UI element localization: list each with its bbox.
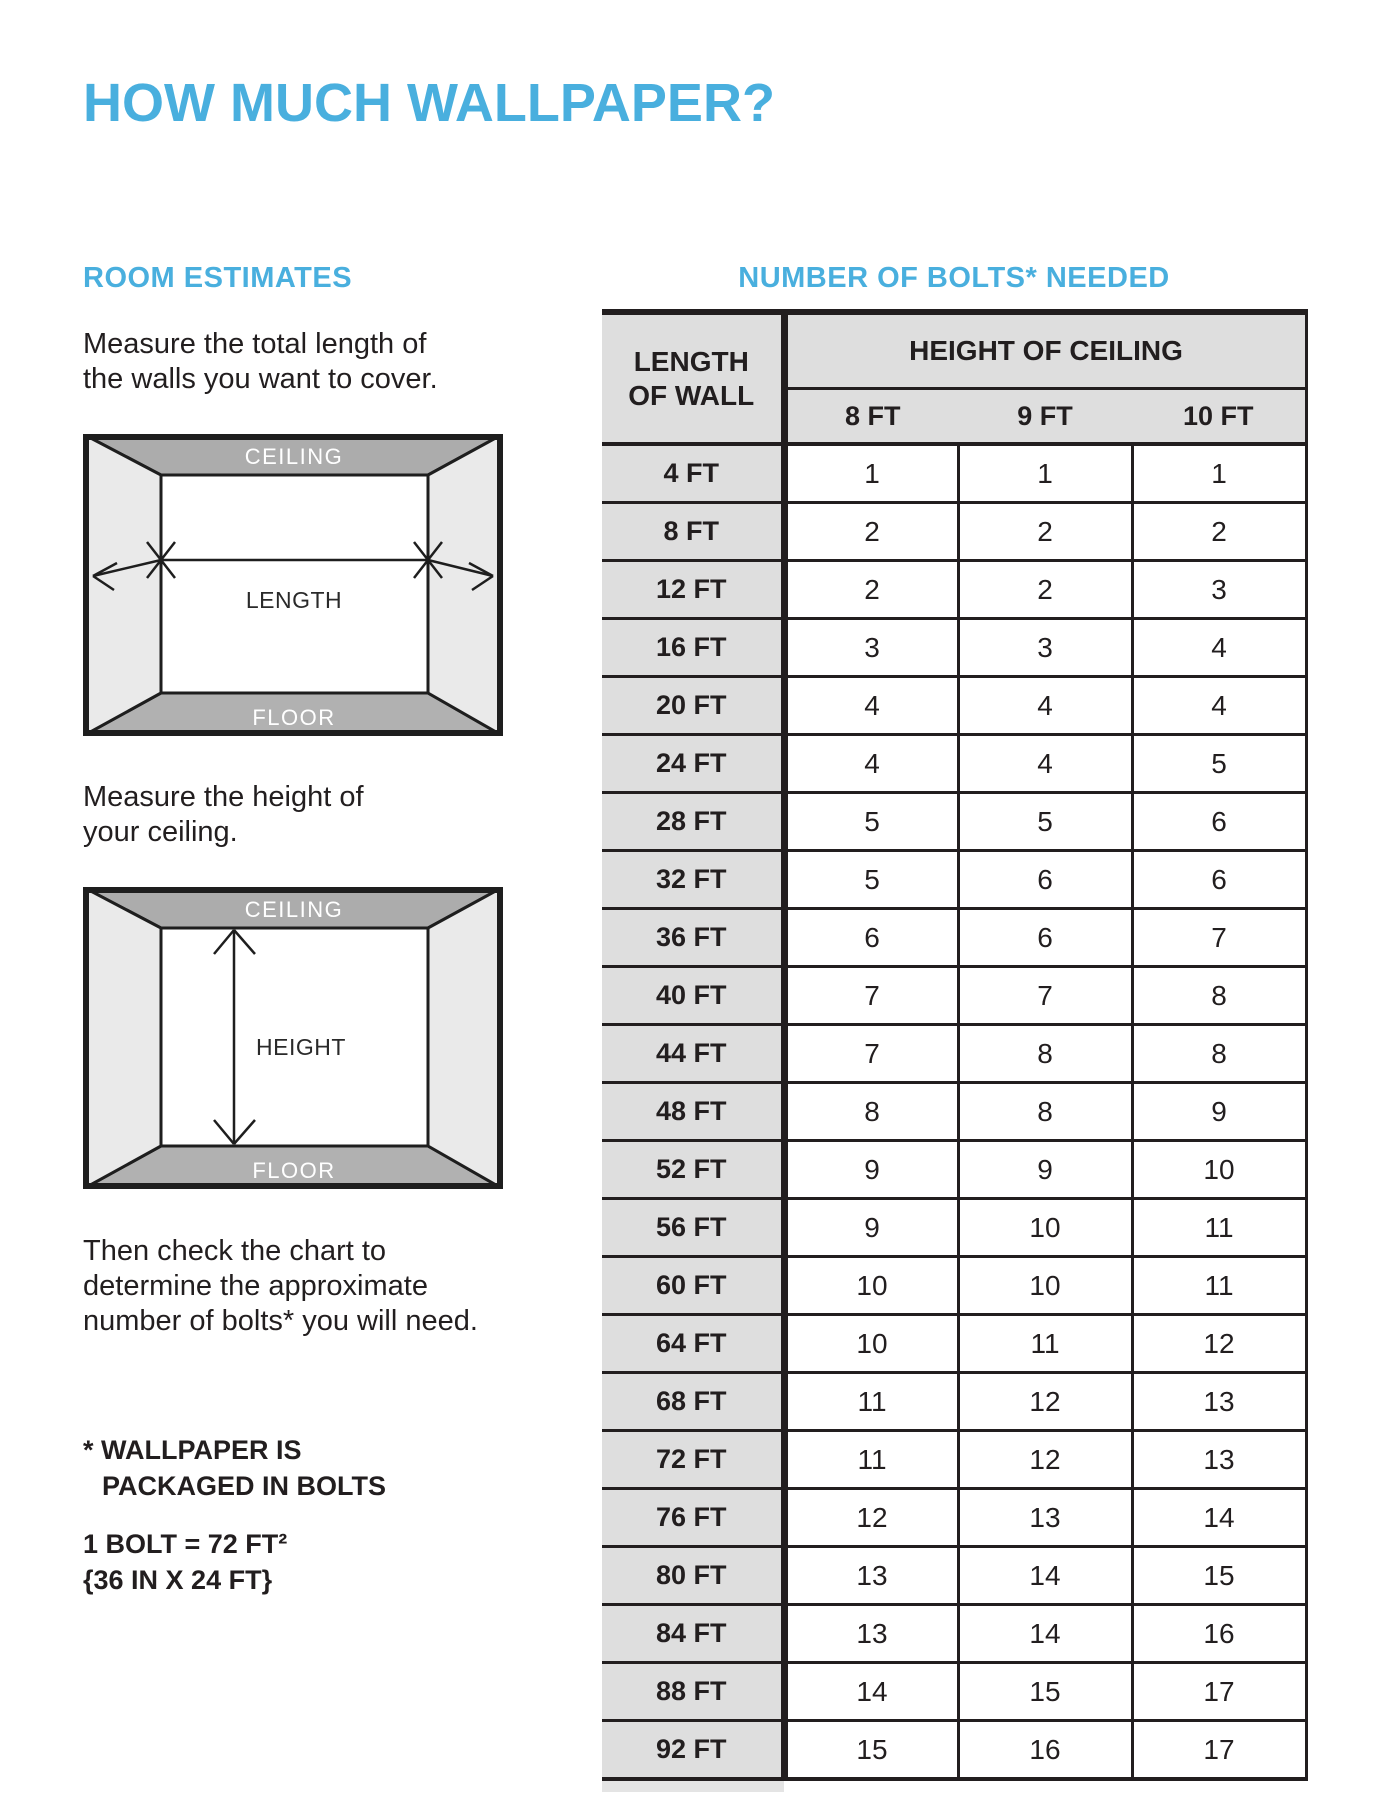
bolt-count-cell: 5: [784, 851, 958, 909]
bolt-count-cell: 13: [784, 1547, 958, 1605]
left-wall: [83, 887, 161, 1189]
table-row: [602, 619, 1306, 677]
bolt-count-cell: 11: [1132, 1199, 1306, 1257]
bolt-count-cell: 7: [784, 967, 958, 1025]
page-title: HOW MUCH WALLPAPER?: [83, 73, 775, 133]
bolt-count-cell: 14: [1132, 1489, 1306, 1547]
wall-length-cell: 44 FT: [602, 1025, 784, 1083]
wall-length-cell: 76 FT: [602, 1489, 784, 1547]
wall-length-cell: 16 FT: [602, 619, 784, 677]
instruction-chart-text: Then check the chart to determine the approximate number of bolts* you will need.: [83, 1235, 478, 1337]
table-row: [602, 1605, 1306, 1663]
room-height-diagram: [83, 887, 503, 1189]
bolt-size-info: 1 BOLT = 72 FT² {36 IN X 24 FT}: [83, 1529, 288, 1595]
bolts-needed-heading: NUMBER OF BOLTS* NEEDED: [738, 262, 1170, 294]
table-row: [602, 1431, 1306, 1489]
bolt-count-cell: 9: [1132, 1083, 1306, 1141]
ceiling-label: CEILING: [244, 444, 344, 469]
bolt-count-cell: 9: [784, 1141, 958, 1199]
bolt-count-cell: 8: [1132, 1025, 1306, 1083]
right-wall: [428, 887, 503, 1189]
back-wall: [161, 475, 428, 693]
bolt-count-cell: 7: [1132, 909, 1306, 967]
wall-length-cell: 68 FT: [602, 1373, 784, 1431]
bolt-count-cell: 3: [1132, 561, 1306, 619]
bolt-count-cell: 12: [958, 1373, 1132, 1431]
bolt-count-cell: 9: [784, 1199, 958, 1257]
bolt-count-cell: 2: [958, 561, 1132, 619]
bolt-count-cell: 6: [1132, 851, 1306, 909]
bolt-count-cell: 10: [1132, 1141, 1306, 1199]
bolt-count-cell: 4: [1132, 619, 1306, 677]
ceiling-8ft-header: 8 FT: [784, 389, 958, 445]
table-row: [602, 1547, 1306, 1605]
bolt-count-cell: 11: [784, 1373, 958, 1431]
bolt-count-cell: 5: [784, 793, 958, 851]
bolt-count-cell: 13: [1132, 1431, 1306, 1489]
bolt-count-cell: 4: [784, 735, 958, 793]
wall-length-cell: 84 FT: [602, 1605, 784, 1663]
wall-length-cell: 32 FT: [602, 851, 784, 909]
bolt-count-cell: 14: [958, 1605, 1132, 1663]
instruction-length-text: Measure the total length of the walls you want to cover.: [83, 328, 438, 395]
bolts-table-body: [602, 444, 1306, 1779]
bolt-count-cell: 11: [784, 1431, 958, 1489]
wall-length-cell: 60 FT: [602, 1257, 784, 1315]
bolt-count-cell: 2: [958, 503, 1132, 561]
ceiling-label: CEILING: [244, 897, 344, 922]
bolt-count-cell: 15: [1132, 1547, 1306, 1605]
wall-length-cell: 88 FT: [602, 1663, 784, 1721]
table-row: [602, 503, 1306, 561]
bolt-count-cell: 12: [1132, 1315, 1306, 1373]
table-row: [602, 1025, 1306, 1083]
label-column-tail: [602, 1781, 784, 1792]
bolt-count-cell: 10: [958, 1199, 1132, 1257]
table-row: [602, 793, 1306, 851]
wall-length-cell: 56 FT: [602, 1199, 784, 1257]
floor-label: FLOOR: [252, 705, 336, 730]
bolt-count-cell: 11: [958, 1315, 1132, 1373]
bolt-count-cell: 5: [958, 793, 1132, 851]
height-of-ceiling-header: HEIGHT OF CEILING: [784, 312, 1306, 389]
room-estimates-heading: ROOM ESTIMATES: [83, 262, 353, 294]
bolt-count-cell: 15: [784, 1721, 958, 1780]
table-row: [602, 967, 1306, 1025]
bolt-count-cell: 13: [958, 1489, 1132, 1547]
wall-length-cell: 52 FT: [602, 1141, 784, 1199]
bolt-count-cell: 14: [784, 1663, 958, 1721]
bolt-count-cell: 13: [784, 1605, 958, 1663]
bolt-count-cell: 17: [1132, 1663, 1306, 1721]
wall-length-cell: 4 FT: [602, 444, 784, 503]
bolt-count-cell: 12: [784, 1489, 958, 1547]
bolt-count-cell: 4: [784, 677, 958, 735]
table-row: [602, 1373, 1306, 1431]
bolt-count-cell: 7: [784, 1025, 958, 1083]
bolt-count-cell: 15: [958, 1663, 1132, 1721]
bolt-count-cell: 4: [958, 677, 1132, 735]
table-row: [602, 1199, 1306, 1257]
bolt-count-cell: 7: [958, 967, 1132, 1025]
bolt-count-cell: 8: [1132, 967, 1306, 1025]
wall-length-cell: 64 FT: [602, 1315, 784, 1373]
left-column: [83, 262, 523, 1598]
bolt-count-cell: 13: [1132, 1373, 1306, 1431]
right-wall: [428, 434, 503, 736]
wall-length-cell: 36 FT: [602, 909, 784, 967]
table-row: [602, 1083, 1306, 1141]
table-row: [602, 1489, 1306, 1547]
bolt-count-cell: 14: [958, 1547, 1132, 1605]
bolt-count-cell: 8: [784, 1083, 958, 1141]
room-length-diagram: [83, 434, 503, 736]
table-row: [602, 1315, 1306, 1373]
wall-length-cell: 48 FT: [602, 1083, 784, 1141]
wall-length-cell: 12 FT: [602, 561, 784, 619]
table-row: [602, 909, 1306, 967]
bolt-count-cell: 8: [958, 1083, 1132, 1141]
bolt-count-cell: 6: [1132, 793, 1306, 851]
bolt-count-cell: 12: [958, 1431, 1132, 1489]
table-row: [602, 561, 1306, 619]
bolt-count-cell: 3: [958, 619, 1132, 677]
height-label: HEIGHT: [256, 1034, 346, 1060]
bolt-count-cell: 8: [958, 1025, 1132, 1083]
floor-label: FLOOR: [252, 1158, 336, 1183]
bolt-count-cell: 6: [958, 909, 1132, 967]
table-row: [602, 735, 1306, 793]
table-row: [602, 677, 1306, 735]
bolt-count-cell: 4: [1132, 677, 1306, 735]
wall-length-cell: 80 FT: [602, 1547, 784, 1605]
bolt-count-cell: 1: [784, 444, 958, 503]
wall-length-cell: 24 FT: [602, 735, 784, 793]
left-wall: [83, 434, 161, 736]
table-row: [602, 1721, 1306, 1780]
bolt-count-cell: 2: [784, 561, 958, 619]
bolt-count-cell: 1: [1132, 444, 1306, 503]
bolt-count-cell: 10: [784, 1315, 958, 1373]
bolt-count-cell: 17: [1132, 1721, 1306, 1780]
bolts-table: [602, 309, 1308, 1781]
ceiling-9ft-header: 9 FT: [958, 389, 1132, 445]
bolt-count-cell: 2: [784, 503, 958, 561]
table-row: [602, 851, 1306, 909]
bolts-footnote: * WALLPAPER IS PACKAGED IN BOLTS: [83, 1435, 387, 1501]
bolt-count-cell: 1: [958, 444, 1132, 503]
length-label: LENGTH: [245, 587, 343, 613]
instruction-height-text: Measure the height of your ceiling.: [83, 781, 364, 848]
bolt-count-cell: 10: [784, 1257, 958, 1315]
table-row: [602, 1257, 1306, 1315]
length-of-wall-header: LENGTH OF WALL: [602, 312, 784, 444]
bolt-count-cell: 4: [958, 735, 1132, 793]
wall-length-cell: 8 FT: [602, 503, 784, 561]
wall-length-cell: 28 FT: [602, 793, 784, 851]
bolt-count-cell: 16: [958, 1721, 1132, 1780]
table-row: [602, 444, 1306, 503]
wall-length-cell: 40 FT: [602, 967, 784, 1025]
bolt-count-cell: 16: [1132, 1605, 1306, 1663]
bolt-count-cell: 6: [784, 909, 958, 967]
bolt-count-cell: 5: [1132, 735, 1306, 793]
table-row: [602, 1141, 1306, 1199]
table-row: [602, 1663, 1306, 1721]
bolt-count-cell: 11: [1132, 1257, 1306, 1315]
right-column: [602, 262, 1306, 1792]
bolt-count-cell: 9: [958, 1141, 1132, 1199]
ceiling-10ft-header: 10 FT: [1132, 389, 1306, 445]
bolt-count-cell: 6: [958, 851, 1132, 909]
bolt-count-cell: 10: [958, 1257, 1132, 1315]
bolt-count-cell: 2: [1132, 503, 1306, 561]
wall-length-cell: 92 FT: [602, 1721, 784, 1780]
wall-length-cell: 72 FT: [602, 1431, 784, 1489]
bolt-count-cell: 3: [784, 619, 958, 677]
wall-length-cell: 20 FT: [602, 677, 784, 735]
